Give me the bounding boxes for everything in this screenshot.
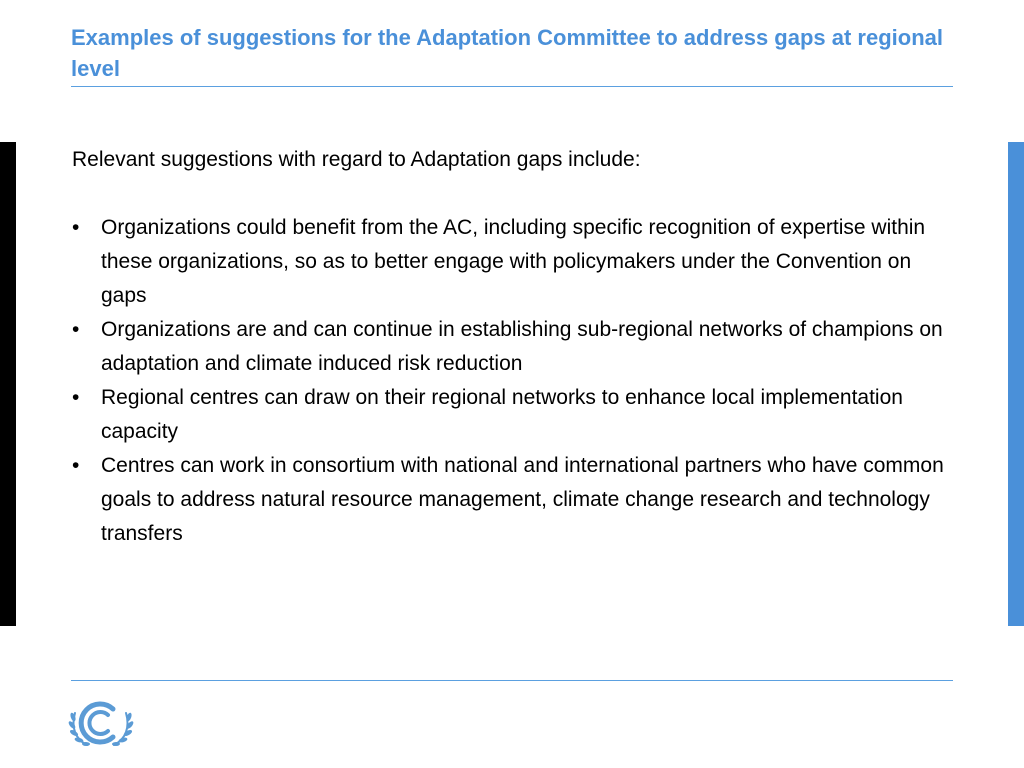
title-divider xyxy=(71,86,953,87)
bullet-text: Regional centres can draw on their regional networks to enhance local implementation capacity xyxy=(101,386,903,443)
intro-text: Relevant suggestions with regard to Adaptation gaps include: xyxy=(72,148,641,171)
bullet-marker: • xyxy=(72,216,80,239)
bullet-text: Centres can work in consortium with national and international partners who have common goals to address natural resource management, climate change research and technology transfers xyxy=(101,454,944,545)
bullet-marker: • xyxy=(72,454,80,477)
list-item xyxy=(72,381,952,449)
list-item xyxy=(72,211,952,313)
bullet-text: Organizations are and can continue in establishing sub-regional networks of champions on adaptation and climate induced risk reduction xyxy=(101,318,943,375)
unfccc-logo-icon xyxy=(67,697,135,751)
left-accent-bar xyxy=(0,142,16,626)
list-item xyxy=(72,313,952,381)
bullet-text: Organizations could benefit from the AC, including specific recognition of expertise within these organizations, so as to better engage with policymakers under the Convention on gaps xyxy=(101,216,926,307)
bullet-marker: • xyxy=(72,318,80,341)
bullet-marker: • xyxy=(72,386,80,409)
list-item xyxy=(72,449,952,551)
bullet-list xyxy=(72,211,952,551)
footer-divider xyxy=(71,680,953,681)
right-accent-bar xyxy=(1008,142,1024,626)
slide-content xyxy=(72,143,952,551)
slide-title: Examples of suggestions for the Adaptation Committee to address gaps at regional level xyxy=(71,25,943,81)
